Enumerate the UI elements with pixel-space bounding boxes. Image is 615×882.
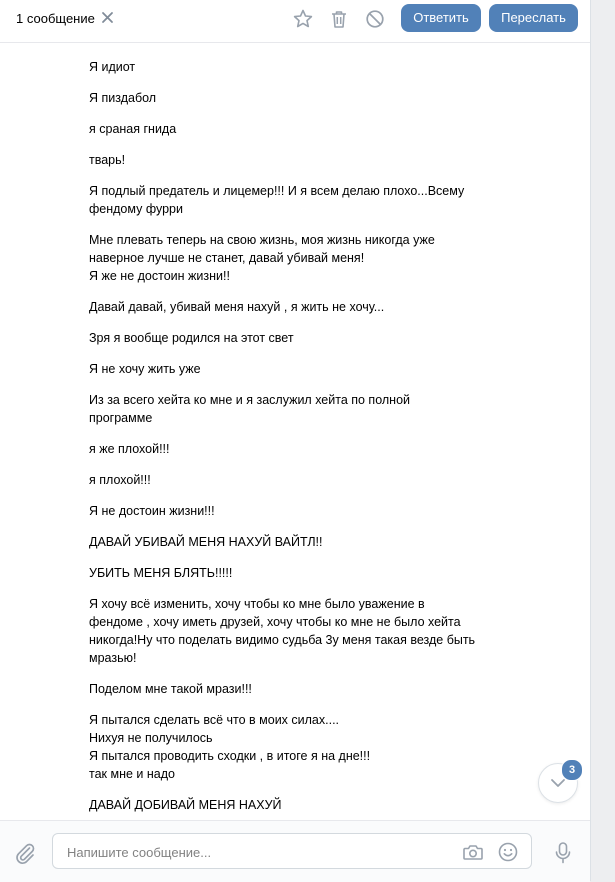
message-input[interactable] [65, 842, 449, 862]
selected-count: 1 сообщение [16, 11, 95, 26]
message-text: Я пытался сделать всё что в моих силах.... Нихуя не получилось Я пытался проводить сходки , в итоге я на дне!!! так мне и надо [89, 713, 371, 781]
message-text: я плохой!!! [89, 473, 151, 487]
message-text-cut [89, 43, 519, 45]
message-text: ДАВАЙ ДОБИВАЙ МЕНЯ НАХУЙ [89, 798, 282, 812]
message-text: Я подлый предатель и лицемер!!! И я всем делаю плохо...Всему фендому фурри [89, 184, 465, 216]
paperclip-icon[interactable] [13, 841, 37, 865]
message-text: Мне плевать теперь на свою жизнь, моя жизнь никогда уже наверное лучше не станет, давай убивай меня! Я же не достоин жизни!! [89, 233, 435, 283]
message-history[interactable] [0, 43, 590, 819]
message-text: я сраная гнида [89, 122, 177, 136]
chevron-down-icon [550, 777, 566, 789]
message-input-box[interactable] [52, 833, 532, 869]
selection-header [0, 0, 590, 43]
smile-icon[interactable] [497, 841, 519, 863]
message-text: Я хочу всё изменить, хочу чтобы ко мне было уважение в фендоме , хочу иметь друзей, хочу чтобы ко мне не было хейта никогда!Ну что поделать видимо судьба 3у меня такая везде быть мразью! [89, 597, 476, 665]
message-text: УБИТЬ МЕНЯ БЛЯТЬ!!!!! [89, 566, 233, 580]
microphone-icon[interactable] [552, 841, 574, 865]
reply-button[interactable]: Ответить [401, 4, 481, 32]
message-text: Зря я вообще родился на этот свет [89, 331, 294, 345]
message-list [89, 43, 519, 819]
unread-count-badge: 3 [561, 759, 583, 781]
message-text: Давай давай, убивай меня нахуй , я жить не хочу... [89, 300, 385, 314]
message-text: Я идиот [89, 60, 136, 74]
forward-button[interactable]: Переслать [489, 4, 578, 32]
message-text: Я не хочу жить уже [89, 362, 201, 376]
camera-icon[interactable] [462, 841, 484, 863]
message-text: тварь! [89, 153, 126, 167]
message-text: Из за всего хейта ко мне и я заслужил хейта по полной программе [89, 393, 411, 425]
message-text: ДАВАЙ УБИВАЙ МЕНЯ НАХУЙ ВАЙТЛ!! [89, 535, 323, 549]
block-icon[interactable] [364, 8, 386, 30]
trash-icon[interactable] [328, 8, 350, 30]
close-icon[interactable] [101, 11, 114, 24]
message-text: Я пиздабол [89, 91, 157, 105]
message-text: Поделом мне такой мрази!!! [89, 682, 252, 696]
message-text: я же плохой!!! [89, 442, 170, 456]
message-text: Я не достоин жизни!!! [89, 504, 215, 518]
star-icon[interactable] [292, 8, 314, 30]
message-composer [0, 820, 590, 882]
